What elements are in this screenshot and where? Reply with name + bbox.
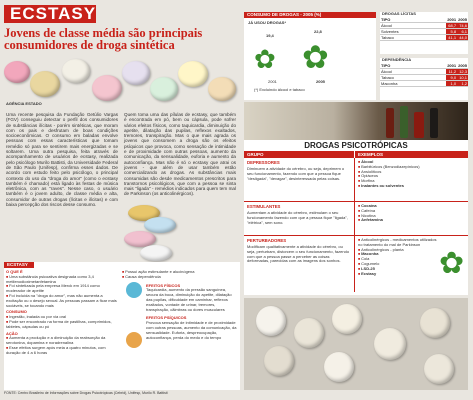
pill-image — [4, 61, 30, 83]
table-cell: Solventes — [380, 28, 446, 34]
article-column-2: Quem toma uma das pílulas de ecstasy, que também é encontrada em pó, bem ou cápsula, pode sofrer vários efeitos físicos, como taquicardia, diminuição do apetite, dilatação das pupilas, reflexos exaltados, tremores, transpiração. Mas o que mais agrada os jovens que consomem a droga são os efeitos psíquicos que provoca, como sensação de intimidade e de proximidade com outras pessoas, aumento da comunicação, da sensualidade, euforia e aumento da autoconfiança. Mas não é só o ecstasy que atrai os jovens - que além de usar também estão comercializando as drogas. As substâncias mais consumidas são desde medicamentos prescritos para transtornos psicológicos, que com a pessoa se sinta mais "ligada" - remédios indicados para quem tem mal de Parkinson (os anticolinérgicos). — [124, 112, 236, 197]
table-cell: 5,8 — [446, 28, 457, 34]
pill-image — [374, 328, 406, 360]
list-item: ■ Uma substância psicoativa designada como 3,4 metilenodioximetanfetamina — [6, 275, 118, 285]
pill-image — [420, 308, 450, 338]
table-cell: Álcool — [380, 68, 446, 74]
pill-image — [424, 354, 454, 384]
ecstasy-effects-panel — [4, 262, 240, 390]
dependencia-title: DEPENDÊNCIA — [382, 57, 412, 62]
cannabis-leaf-icon: ✿ — [254, 44, 276, 74]
example-item: ■ Ansiolíticos — [358, 170, 465, 175]
bottle-image — [430, 108, 438, 138]
pill-image — [324, 352, 354, 382]
page-title: ECSTASY — [4, 5, 96, 23]
example-item: ■ Barbitúricos (Benzodiazepínicos) — [358, 165, 465, 170]
pill-image — [62, 59, 90, 83]
psico-group-estimulantes — [244, 202, 468, 236]
cannabis-leaf-icon: ✿ — [439, 247, 465, 280]
table-cell: 9,0 — [446, 74, 457, 80]
example-item: ■ Álcool — [358, 160, 465, 165]
col-header: 2005 — [458, 16, 467, 22]
bottle-image — [386, 108, 394, 138]
subtitle-line-1: Jovens de classe média são principais — [4, 26, 203, 40]
col-header: 2005 — [458, 62, 467, 68]
pill-image — [140, 245, 172, 261]
pill-image — [126, 282, 142, 298]
example-item: ■ Cogumelo — [358, 262, 465, 267]
list-item: ■ Foi sintetizada pela empresa Merck em 1914 como moderador de apetite — [6, 284, 118, 294]
table-cell: 11,2 — [446, 68, 457, 74]
pill-image — [92, 75, 122, 101]
table-cell: 41,1 — [446, 34, 457, 40]
example-item: ■ Anticolinérgicos - planta — [358, 248, 465, 253]
example-item: ■ Cola — [358, 257, 465, 262]
bar-year-2001: 2001 — [268, 79, 277, 84]
table-cell: Tabaco — [380, 34, 446, 40]
table-cell: Maconha — [380, 80, 446, 86]
section-title: O QUE É — [6, 269, 23, 274]
consumo-chart-subtitle: JÁ USOU DROGAS* — [248, 20, 287, 25]
col-header: 2001 — [447, 62, 457, 68]
page-subtitle — [4, 27, 234, 51]
list-item: ■ Causa dependência — [122, 275, 238, 280]
bar-year-2005: 2005 — [316, 79, 325, 84]
psico-group-perturbadores — [244, 236, 468, 292]
psico-group-depressores — [244, 158, 468, 202]
pill-image — [294, 318, 324, 348]
table-cell: 1,0 — [446, 80, 457, 86]
pill-image — [126, 332, 142, 348]
table-cell: Álcool — [380, 22, 446, 28]
list-item: ■ Possui ação estimulante e alucinógena — [122, 270, 238, 275]
source-footer: FONTE: Centro Brasileiro de Informações sobre Drogas Psicotrópicas (Cebrid), Unifesp, Murilo R. Battisti — [4, 391, 168, 395]
list-item: ■ Ingestão, inalada ou por via oral — [6, 315, 118, 320]
list-item: ■ Aumenta a produção e a diminuição da reabsorção da serotonina, dopamina e noradrenalina — [6, 336, 118, 346]
table-row — [380, 34, 468, 40]
pill-image — [144, 217, 176, 233]
example-item: ■ Opiáceos — [358, 174, 465, 179]
table-row — [380, 80, 468, 86]
table-cell: 10,1 — [457, 74, 468, 80]
pill-image — [178, 61, 208, 87]
list-item: ■ Pode ser encontrado na forma de pastilhas, comprimidos, tabletes, cápsulas ou pó — [6, 320, 118, 330]
effects-column-2 — [122, 270, 238, 340]
bottle-image — [400, 106, 408, 138]
group-description: Diminuem a atividade do cérebro, ou seja, deprimem o seu funcionamento, fazendo com que a pessoa fique "desligada", "devagar", desinteressada pelas coisas. — [247, 166, 345, 181]
efeitos-psiquicos-title: EFEITOS PSÍQUICOS — [146, 315, 187, 321]
group-description: Aumentam a atividade do cérebro, estimulam o seu funcionamento fazendo com que a pessoa fique "ligada", "elétrica", sem sono. — [247, 210, 348, 225]
example-item: ■ Cafeína — [358, 209, 465, 214]
pill-image — [256, 306, 286, 336]
cannabis-leaf-icon: ✿ — [302, 39, 329, 75]
pill-stack — [120, 205, 180, 265]
pill-image — [208, 77, 236, 101]
bottle-image — [414, 112, 424, 138]
example-item: ■ Anfetamina — [358, 218, 465, 223]
example-item: ■ Nicotina — [358, 214, 465, 219]
table-cell: 6,1 — [457, 28, 468, 34]
bar-value-2001: 19,4 — [266, 33, 274, 38]
table-cell: Tabaco — [380, 74, 446, 80]
pill-image — [264, 346, 294, 376]
group-name: DEPRESSORES — [247, 160, 280, 165]
group-name: PERTURBADORES — [247, 238, 287, 243]
example-item: ■ Anticolinérgicos - medicamentos utilizados no tratamento do mal de Parkinson — [358, 238, 438, 248]
pill-image — [30, 71, 60, 97]
example-item: ■ Maconha — [358, 252, 465, 257]
list-item: ■ Esse efeitos surgem após meia a quatro minutos, com duração de 4 a 6 horas — [6, 346, 118, 356]
efeitos-fisicos-text: Taquicardia, aumento da pressão sanguínea, secura da boca, diminuição do apetite, dilatação das pupilas, dificuldade em caminhar, reflexos exaltados, vontade de urinar, tremores, transpiração, cãimbras ou dores musculares — [146, 287, 232, 312]
group-description: Modificam qualitativamente a atividade do cérebro, ou seja, perturbam, distorcem o seu funcionamento, fazendo com que a pessoa passe a perceber as coisas deformadas, parecidas com as imagens dos sonhos. — [247, 244, 350, 264]
subtitle-line-2: consumidores de droga sintética — [4, 38, 175, 52]
effects-header: ECSTASY — [4, 262, 34, 268]
pill-image — [150, 77, 178, 101]
drink-bottles-photo — [244, 102, 468, 140]
section-title: CONSUMO — [6, 309, 27, 315]
pill-image — [332, 304, 362, 334]
group-name: ESTIMULANTES — [247, 204, 281, 209]
consumo-chart-title: CONSUMO DE DROGAS - 2005 (%) — [244, 12, 376, 18]
efeitos-psiquicos-text: Provoca sensação de intimidade e de proximidade com outras pessoas, aumento da comunicação, da sensualidade. Euforia, despreocupação, autoconfiança, perda do medo e do tempo — [146, 320, 237, 340]
consumo-chart-footnote: (*) Excluindo álcool e tabaco — [254, 87, 305, 92]
consumo-chart — [244, 12, 376, 100]
pills-photo — [244, 298, 468, 390]
example-item: ■ LSD-25 — [358, 267, 465, 272]
example-item: ■ Morfina — [358, 179, 465, 184]
col-header: TIPO — [380, 63, 446, 69]
psicotropicas-section — [244, 140, 468, 295]
byline: AGÊNCIA ESTADO — [6, 101, 42, 106]
efeitos-fisicos-title: EFEITOS FÍSICOS — [146, 282, 181, 288]
col-header: 2001 — [447, 16, 457, 22]
drogas-licitas-title: DROGAS LÍCITAS — [382, 11, 416, 16]
table-cell: 68,7 — [446, 22, 457, 28]
dependencia-table — [380, 58, 468, 100]
bar-value-2005: 22,8 — [314, 29, 322, 34]
psicotropicas-title: DROGAS PSICOTRÓPICAS — [304, 141, 408, 150]
example-item: ■ Inalantes ou solventes — [358, 184, 465, 189]
example-item: ■ Cocaína — [358, 204, 465, 209]
table-cell: 1,2 — [457, 80, 468, 86]
table-cell: 74,6 — [457, 22, 468, 28]
list-item: ■ Foi incluída na "droga do amor", mas não aumenta a excitação ou o desejo sexual. As pessoas passam a ficar mais sociáveis, se tocando mais — [6, 294, 118, 308]
example-item: ■ Ecstasy — [358, 272, 465, 277]
table-cell: 44,0 — [457, 34, 468, 40]
table-cell: 12,3 — [457, 68, 468, 74]
col-grupo-header: GRUPO — [244, 151, 354, 158]
pill-image — [122, 61, 150, 85]
article-column-1: Uma recente pesquisa da Fundação Getúlio Vargas (FGV) conseguiu detectar o perfil dos consumidores de substâncias ilícitas - porém sintéticas, que moram com os pais e desfrutam de boas condições socioeconômicas. O consumo em baladas envolve pessoas com essas características que tomam remédio só para se sentirem mais energizadas e se soltarem. Uma outra pesquisa, feita através de acompanhamento de usuários de ecstasy, realizada pelo psicólogo Murilo Battisti, da Universidade Federal de São Paulo (Unifesp), confirma esses dados. De acordo com estudo feito pelo psicólogo, o principal contexto do uso da "droga do amor" (como o ecstasy também é chamado) está ligado às festas de música eletrônica, com as "raves". Nesse caso, o usuário também é o jovem adulto, de classe média e alta, consumidor de outras drogas (lícitas e ilícitas) e com baixa percepção dos riscos desse consumo. — [6, 112, 118, 208]
drogas-licitas-table — [380, 12, 468, 54]
col-header: TIPO — [380, 17, 446, 23]
section-title: AÇÃO — [6, 330, 18, 336]
effects-column-1 — [6, 270, 118, 356]
col-exemplos-header: EXEMPLOS — [354, 151, 468, 158]
